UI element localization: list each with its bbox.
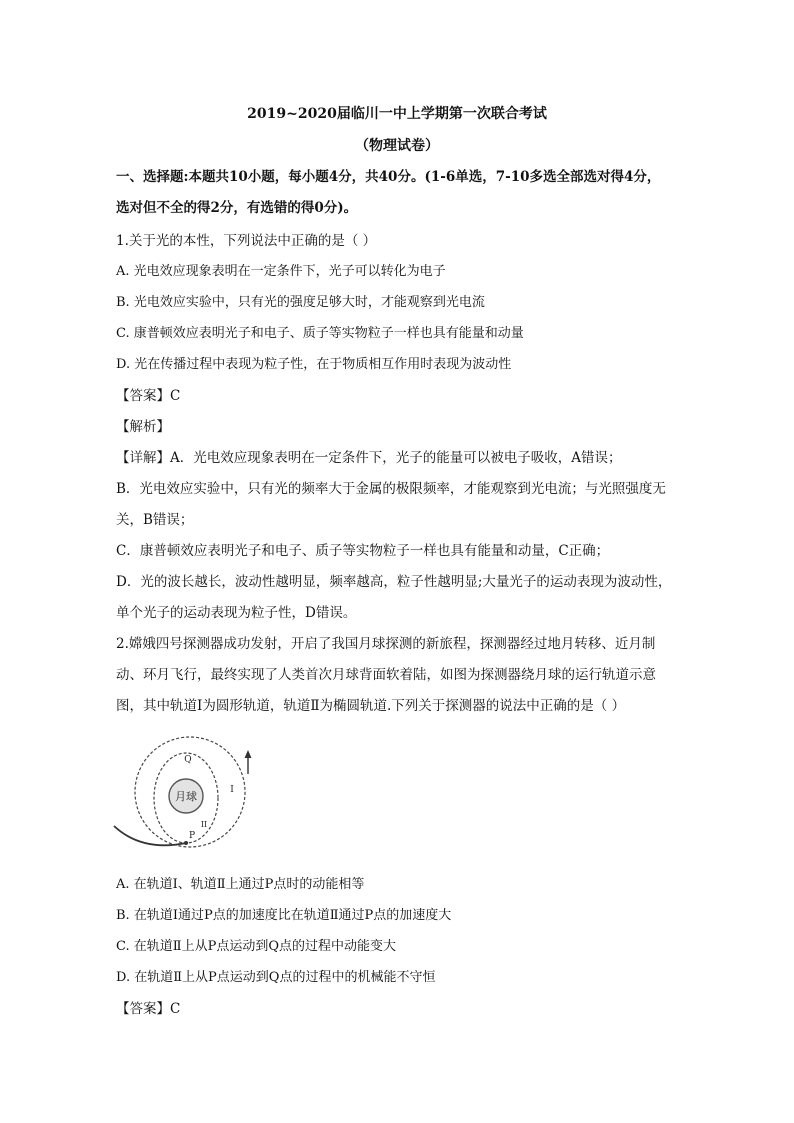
question1-explanation-line: 单个光子的运动表现为粒子性，D错误。 (116, 605, 357, 621)
question2-stem-line: 2.嫦娥四号探测器成功发射，开启了我国月球探测的新旅程，探测器经过地月转移、近月制 (116, 636, 656, 652)
orbit-1-label: I (230, 785, 234, 795)
question1-explanation-line: B．光电效应实验中，只有光的频率大于金属的极限频率，才能观察到光电流；与光照强度无 (116, 481, 666, 497)
question2-stem-line: 图，其中轨道Ⅰ为圆形轨道，轨道Ⅱ为椭圆轨道.下列关于探测器的说法中正确的是（ ） (116, 698, 626, 714)
exam-subtitle: （物理试卷） (355, 138, 439, 154)
question1-option-d: D. 光在传播过程中表现为粒子性，在于物质相互作用时表现为波动性 (116, 357, 512, 372)
question2-stem-line: 动、环月飞行，最终实现了人类首次月球背面软着陆，如图为探测器绕月球的运行轨道示意 (116, 667, 656, 683)
question1-answer: 【答案】C (116, 388, 181, 404)
orbit-diagram (112, 730, 260, 858)
question2-answer: 【答案】C (116, 1001, 181, 1017)
question1-option-c: C. 康普顿效应表明光子和电子、质子等实物粒子一样也具有能量和动量 (116, 326, 524, 341)
point-p-label: P (188, 831, 196, 841)
point-p-marker (184, 841, 188, 845)
section-heading-line1: 一、选择题:本题共10小题，每小题4分，共40分。(1-6单选，7-10多选全部选对得4分， (116, 169, 661, 185)
question1-stem: 1.关于光的本性，下列说法中正确的是（ ） (116, 233, 377, 249)
question2-option-d: D. 在轨道Ⅱ上从P点运动到Q点的过程中的机械能不守恒 (116, 970, 436, 985)
question1-explanation-line: C．康普顿效应表明光子和电子、质子等实物粒子一样也具有能量和动量，C正确； (116, 543, 610, 559)
orbit-2-label: II (200, 820, 208, 829)
question1-option-b: B. 光电效应实验中，只有光的强度足够大时，才能观察到光电流 (116, 295, 485, 310)
section-heading-line2: 选对但不全的得2分，有选错的得0分)。 (116, 200, 358, 216)
question1-explanation-line: D．光的波长越长，波动性越明显，频率越高，粒子性越明显;大量光子的运动表现为波动性， (116, 574, 672, 590)
question2-option-b: B. 在轨道Ⅰ通过P点的加速度比在轨道Ⅱ通过P点的加速度大 (116, 908, 452, 923)
point-q-label: Q (184, 755, 192, 765)
exam-title: 2019~2020届临川一中上学期第一次联合考试 (247, 106, 547, 122)
question1-analysis-label: 【解析】 (116, 419, 170, 435)
moon-label: 月球 (175, 790, 197, 803)
question1-explanation-line: 关，B错误； (116, 512, 194, 528)
orbit-direction-arrow-icon (245, 750, 252, 758)
question2-option-a: A. 在轨道Ⅰ、轨道Ⅱ上通过P点时的动能相等 (116, 877, 365, 892)
question1-explanation-line: 【详解】A．光电效应现象表明在一定条件下，光子的能量可以被电子吸收，A错误； (116, 450, 622, 466)
question2-option-c: C. 在轨道Ⅱ上从P点运动到Q点的过程中动能变大 (116, 939, 396, 954)
question1-option-a: A. 光电效应现象表明在一定条件下，光子可以转化为电子 (116, 264, 446, 279)
